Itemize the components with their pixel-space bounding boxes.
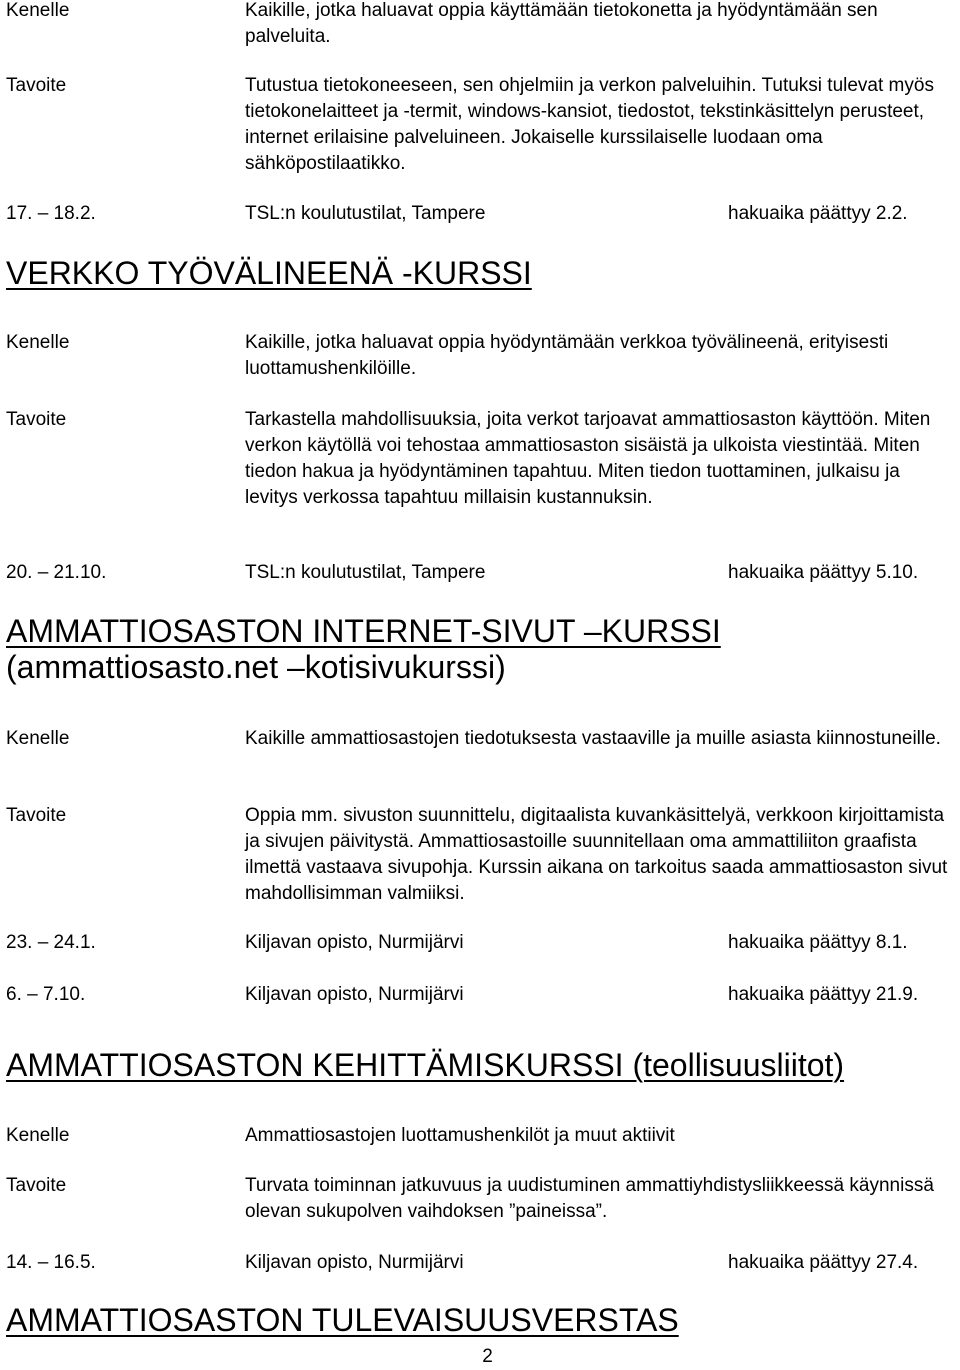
kenelle-label: Kenelle xyxy=(6,728,70,749)
course-title: AMMATTIOSASTON INTERNET-SIVUT –KURSSI xyxy=(6,613,721,649)
session-dates: 17. – 18.2. xyxy=(6,203,96,224)
session-place: TSL:n koulutustilat, Tampere xyxy=(245,562,486,583)
session-dates: 20. – 21.10. xyxy=(6,562,107,583)
session-deadline: hakuaika päättyy 2.2. xyxy=(728,203,908,224)
session-deadline: hakuaika päättyy 8.1. xyxy=(728,932,908,953)
page-number: 2 xyxy=(482,1346,493,1367)
tavoite-label: Tavoite xyxy=(6,409,67,430)
session-deadline: hakuaika päättyy 5.10. xyxy=(728,562,919,583)
session-dates: 23. – 24.1. xyxy=(6,932,96,953)
session-place: TSL:n koulutustilat, Tampere xyxy=(245,203,486,224)
session-deadline: hakuaika päättyy 27.4. xyxy=(728,1252,919,1273)
kenelle-label: Kenelle xyxy=(6,1125,70,1146)
session-place: Kiljavan opisto, Nurmijärvi xyxy=(245,984,464,1005)
kenelle-label: Kenelle xyxy=(6,332,70,353)
tavoite-label: Tavoite xyxy=(6,75,67,96)
kenelle-text: Kaikille, jotka haluavat oppia käyttämään tietokonetta ja hyödyntämään sen palveluita. xyxy=(245,0,878,47)
tavoite-text: Oppia mm. sivuston suunnittelu, digitaalista kuvankäsittelyä, verkkoon kirjoittamista ja sivujen päivitystä. Ammattiosastoille suunnitellaan oma ammattiliiton graafista ilmettä vastaava sivupohja. Kurssin aikana on tarkoitus saada ammattiosaston sivut mahdollisimman valmiiksi. xyxy=(245,805,948,904)
kenelle-text: Kaikille, jotka haluavat oppia hyödyntämään verkkoa työvälineenä, erityisesti luottamushenkilöille. xyxy=(245,332,889,379)
session-dates: 6. – 7.10. xyxy=(6,984,86,1005)
session-place: Kiljavan opisto, Nurmijärvi xyxy=(245,1252,464,1273)
session-place: Kiljavan opisto, Nurmijärvi xyxy=(245,932,464,953)
session-dates: 14. – 16.5. xyxy=(6,1252,96,1273)
course-title: AMMATTIOSASTON TULEVAISUUSVERSTAS xyxy=(6,1302,679,1338)
kenelle-text: Kaikille ammattiosastojen tiedotuksesta vastaaville ja muille asiasta kiinnostuneille. xyxy=(245,728,941,749)
course-title: VERKKO TYÖVÄLINEENÄ -KURSSI xyxy=(6,255,532,291)
tavoite-text: Turvata toiminnan jatkuvuus ja uudistuminen ammattiyhdistysliikkeessä käynnissä olevan sukupolven vaihdoksen ”paineissa”. xyxy=(245,1175,934,1222)
kenelle-label: Kenelle xyxy=(6,0,70,21)
kenelle-text: Ammattiosastojen luottamushenkilöt ja muut aktiivit xyxy=(245,1125,675,1146)
course-subtitle: (ammattiosasto.net –kotisivukurssi) xyxy=(6,649,506,685)
tavoite-label: Tavoite xyxy=(6,805,67,826)
session-deadline: hakuaika päättyy 21.9. xyxy=(728,984,919,1005)
tavoite-text: Tarkastella mahdollisuuksia, joita verkot tarjoavat ammattiosaston käyttöön. Miten verkon käytöllä voi tehostaa ammattiosaston sisäistä ja ulkoista viestintää. Miten tiedon hakua ja hyödyntäminen tapahtuu. Miten tiedon tuottaminen, julkaisu ja levitys verkossa tapahtuu millaisin kustannuksin. xyxy=(245,409,931,508)
course-title: AMMATTIOSASTON KEHITTÄMISKURSSI (teollisuusliitot) xyxy=(6,1047,845,1083)
tavoite-text: Tutustua tietokoneeseen, sen ohjelmiin ja verkon palveluihin. Tutuksi tulevat myös tietokonelaitteet ja -termit, windows-kansiot, tiedostot, tekstinkäsittelyn perusteet, internet erilaisine palveluineen. Jokaiselle kurssilaiselle luodaan oma sähköpostilaatikko. xyxy=(245,75,934,174)
tavoite-label: Tavoite xyxy=(6,1175,67,1196)
